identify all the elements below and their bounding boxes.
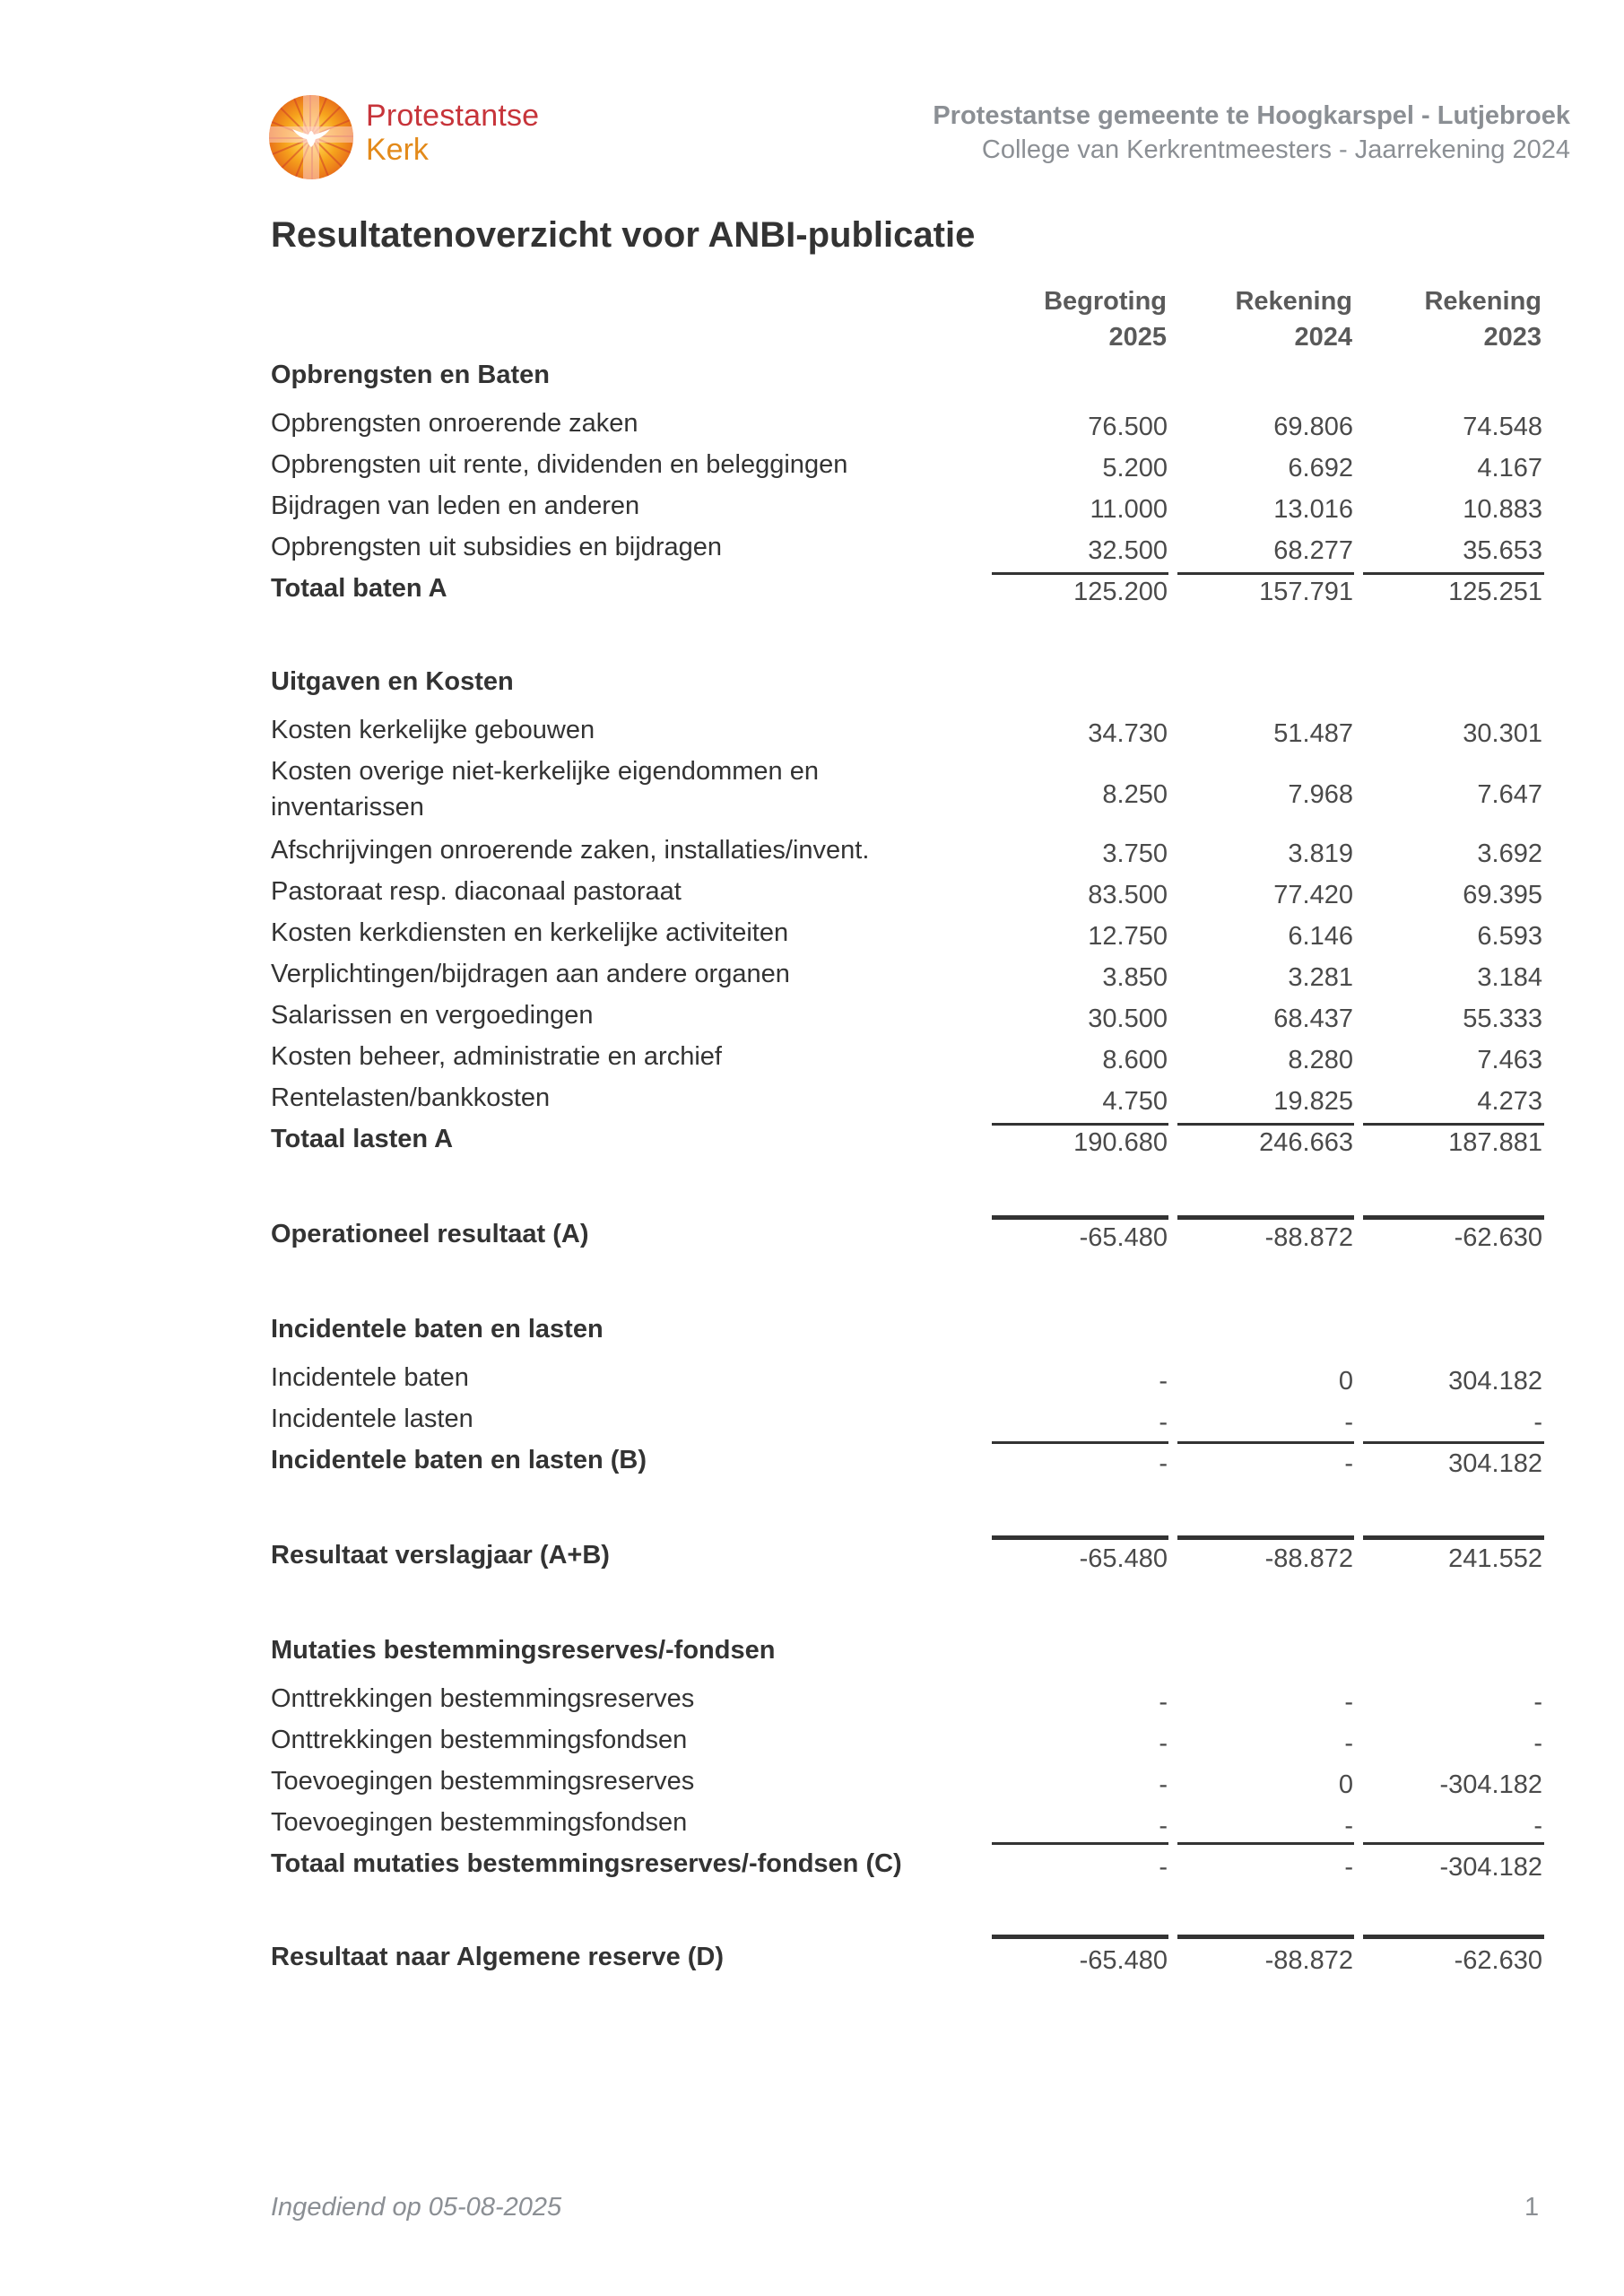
- total-row-mutaties: Totaal mutaties bestemmingsreserves/-fondsen (C) - - -304.182: [271, 1849, 1542, 1882]
- table-row: Kosten kerkdiensten en kerkelijke activiteiten 12.750 6.146 6.593: [271, 918, 1542, 951]
- subtotal-rule: [1363, 1842, 1544, 1845]
- column-header-begroting-2025: Begroting 2025: [1044, 287, 1167, 352]
- result-row-verslagjaar: Resultaat verslagjaar (A+B) -65.480 -88.872 241.552: [271, 1541, 1542, 1573]
- table-row: Onttrekkingen bestemmingsfondsen - - -: [271, 1726, 1542, 1758]
- page-number: 1: [1524, 2193, 1540, 2222]
- table-row: Opbrengsten uit rente, dividenden en beleggingen 5.200 6.692 4.167: [271, 450, 1542, 483]
- table-row: Opbrengsten uit subsidies en bijdragen 32.500 68.277 35.653: [271, 533, 1542, 565]
- table-row: Onttrekkingen bestemmingsreserves - - -: [271, 1684, 1542, 1717]
- total-row-incidenteel: Incidentele baten en lasten (B) - - 304.182: [271, 1446, 1542, 1478]
- table-row: Toevoegingen bestemmingsreserves - 0 -304.182: [271, 1767, 1542, 1799]
- section-heading-baten: Opbrengsten en Baten: [271, 361, 550, 389]
- document-subtitle: College van Kerkrentmeesters - Jaarrekening 2024: [981, 135, 1570, 164]
- section-heading-mutaties: Mutaties bestemmingsreserves/-fondsen: [271, 1636, 776, 1665]
- table-row: Kosten beheer, administratie en archief 8.600 8.280 7.463: [271, 1042, 1542, 1074]
- table-row: Toevoegingen bestemmingsfondsen - - -: [271, 1808, 1542, 1840]
- column-header-rekening-2024: Rekening 2024: [1235, 287, 1352, 352]
- logo-text-kerk: Kerk: [366, 133, 429, 167]
- table-row: Bijdragen van leden en anderen 11.000 13.016 10.883: [271, 491, 1542, 524]
- total-row-baten: Totaal baten A 125.200 157.791 125.251: [271, 574, 1542, 606]
- section-heading-incidenteel: Incidentele baten en lasten: [271, 1315, 604, 1344]
- section-heading-lasten: Uitgaven en Kosten: [271, 667, 514, 696]
- submission-date: Ingediend op 05-08-2025: [271, 2193, 562, 2222]
- table-row: Pastoraat resp. diaconaal pastoraat 83.500 77.420 69.395: [271, 877, 1542, 909]
- table-row: Rentelasten/bankkosten 4.750 19.825 4.273: [271, 1083, 1542, 1116]
- result-row-operationeel: Operationeel resultaat (A) -65.480 -88.872 -62.630: [271, 1220, 1542, 1252]
- table-row: Verplichtingen/bijdragen aan andere organen 3.850 3.281 3.184: [271, 960, 1542, 992]
- total-row-lasten: Totaal lasten A 190.680 246.663 187.881: [271, 1125, 1542, 1157]
- table-row: Opbrengsten onroerende zaken 76.500 69.806 74.548: [271, 409, 1542, 441]
- logo-text-protestantse: Protestantse: [366, 99, 540, 133]
- document-header: [933, 99, 1570, 167]
- dove-sun-emblem-icon: [269, 95, 353, 179]
- table-row: Kosten kerkelijke gebouwen 34.730 51.487 30.301: [271, 716, 1542, 748]
- table-row: Salarissen en vergoedingen 30.500 68.437 55.333: [271, 1001, 1542, 1033]
- subtotal-rule: [992, 1842, 1168, 1845]
- subtotal-rule: [1177, 1842, 1354, 1845]
- page-title: Resultatenoverzicht voor ANBI-publicatie: [271, 215, 976, 255]
- dove-icon: [292, 126, 330, 147]
- church-logo: [269, 93, 565, 183]
- table-row: Afschrijvingen onroerende zaken, installaties/invent. 3.750 3.819 3.692: [271, 836, 1542, 868]
- table-row: Kosten overige niet-kerkelijke eigendommen en inventarissen 8.250 7.968 7.647: [271, 757, 1542, 822]
- organization-name: Protestantse gemeente te Hoogkarspel - Lutjebroek: [933, 101, 1570, 130]
- table-row: Incidentele baten - 0 304.182: [271, 1363, 1542, 1396]
- result-row-algemene-reserve: Resultaat naar Algemene reserve (D) -65.480 -88.872 -62.630: [271, 1943, 1542, 1975]
- column-header-rekening-2023: Rekening 2023: [1424, 287, 1541, 352]
- table-row: Incidentele lasten - - -: [271, 1405, 1542, 1437]
